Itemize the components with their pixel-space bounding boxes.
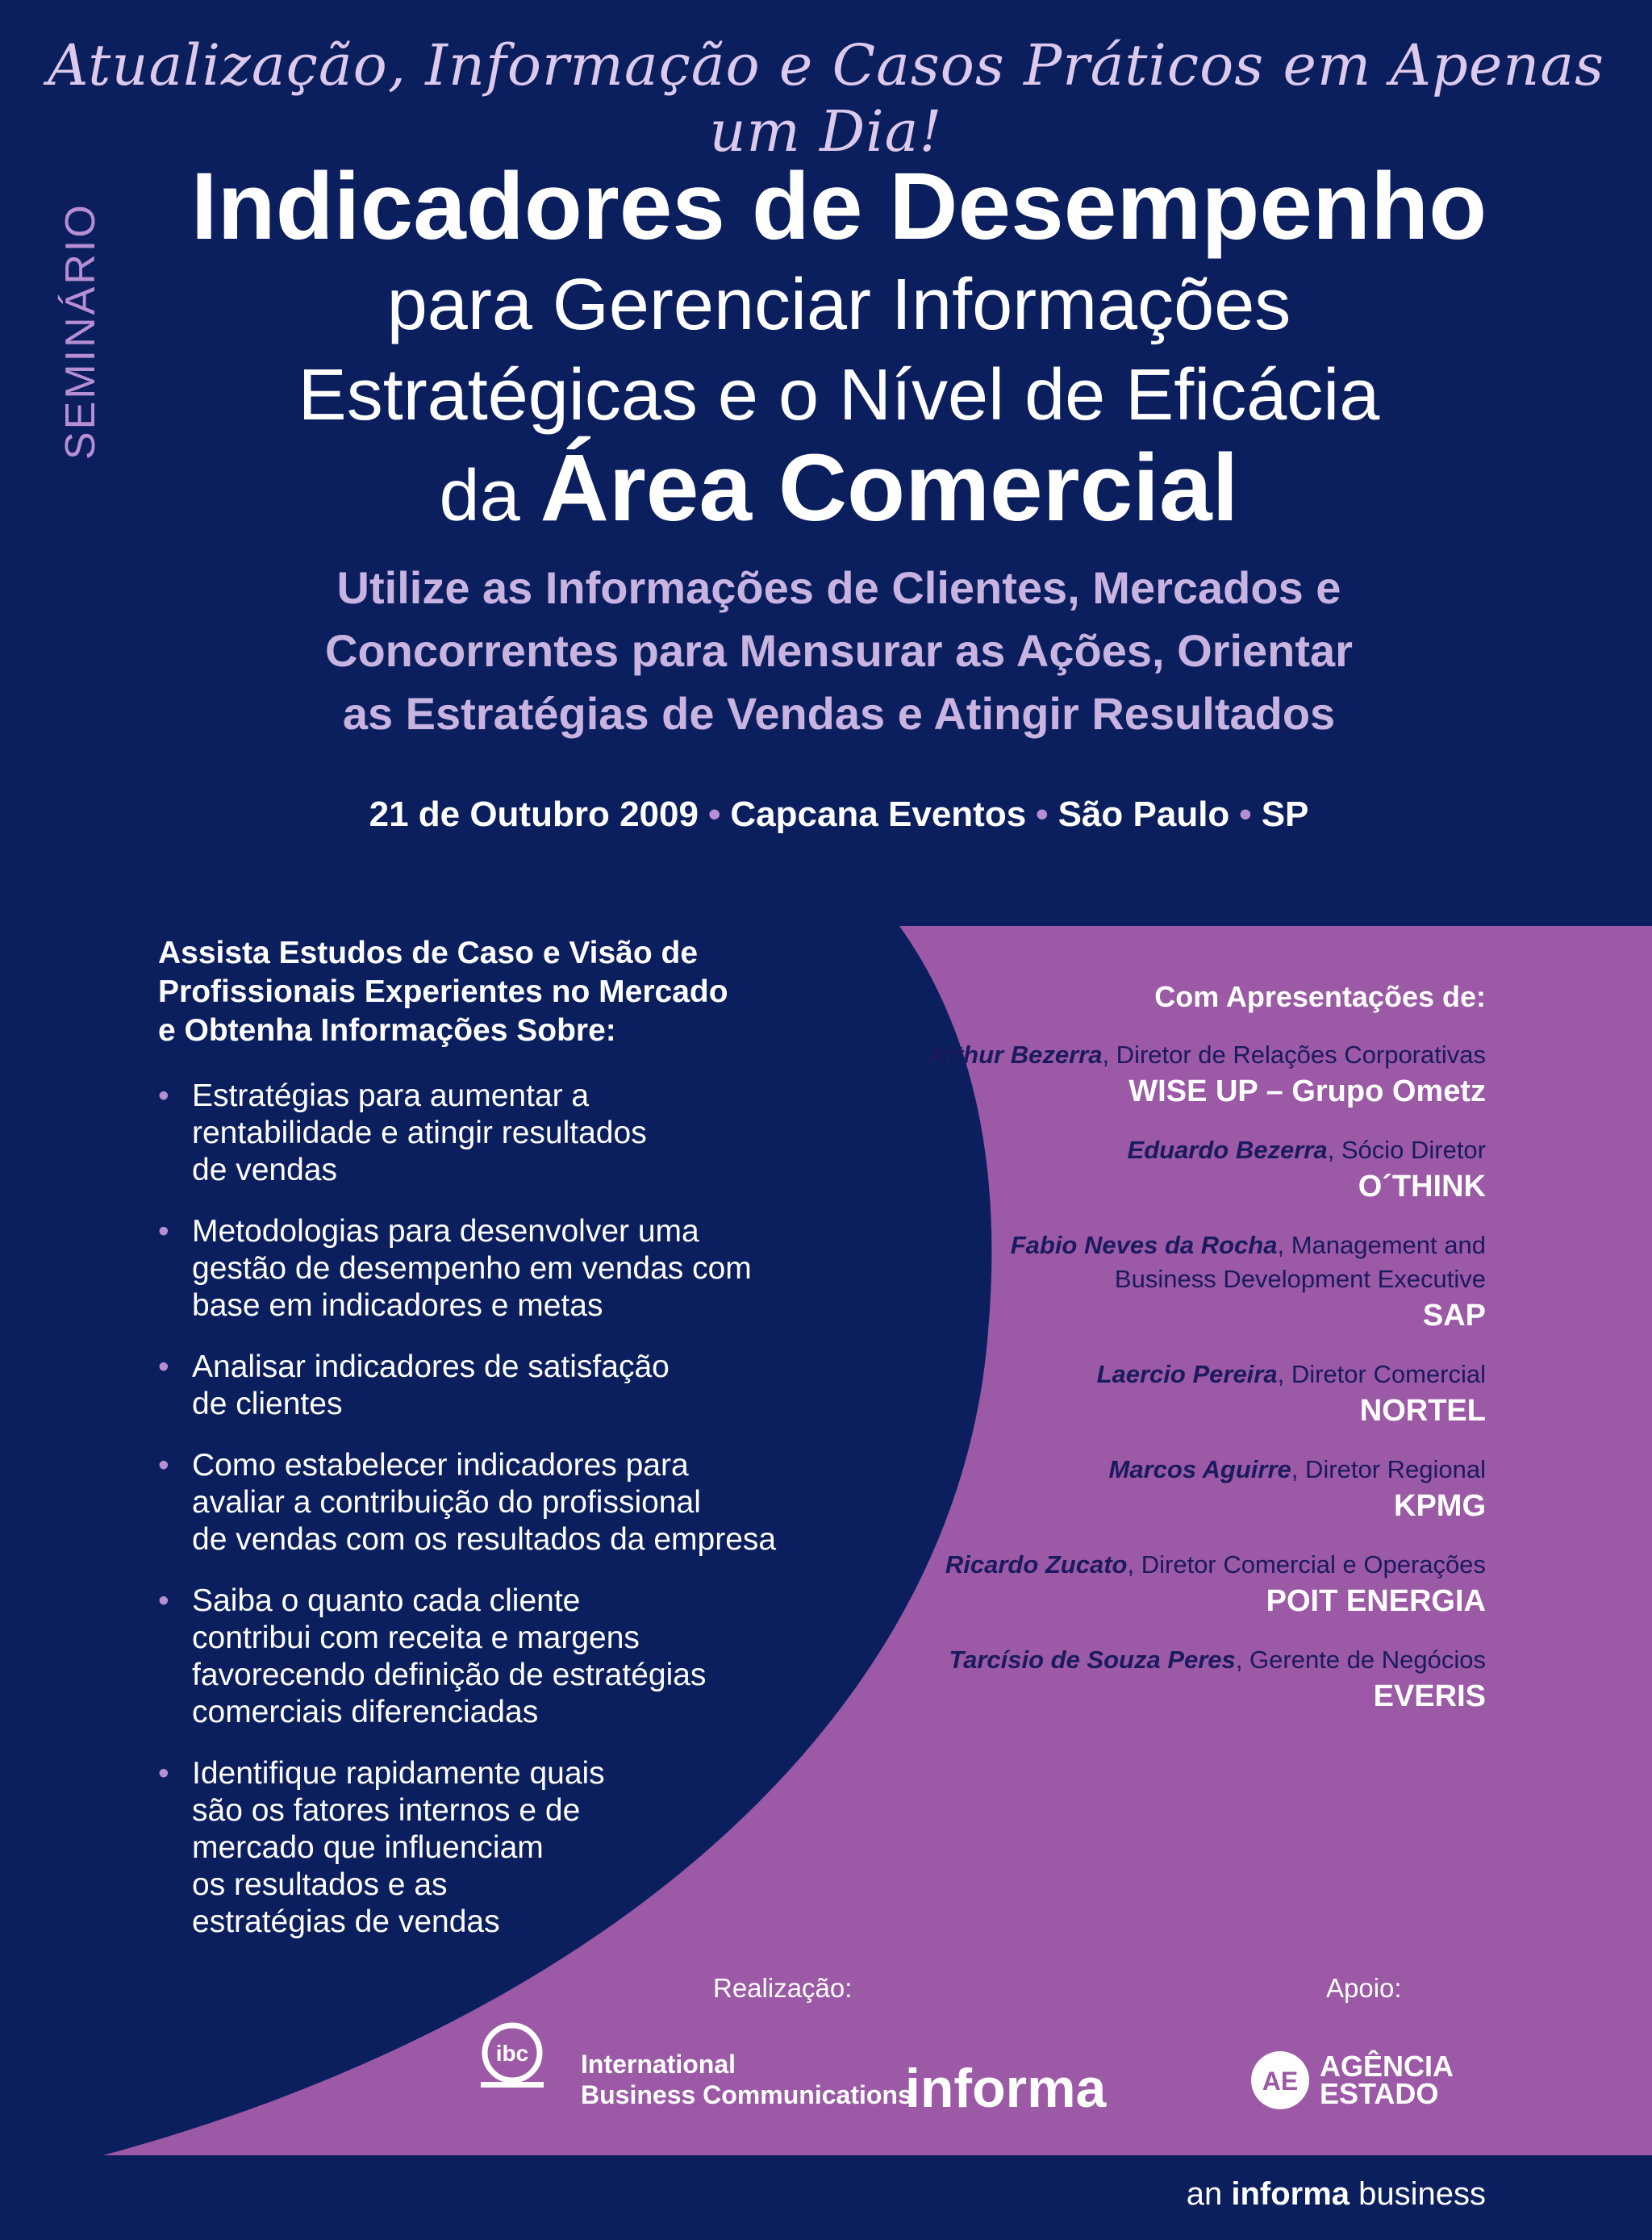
speaker-name: Laercio Pereira — [1096, 1360, 1278, 1388]
speakers-panel — [792, 980, 1486, 1738]
event-city: São Paulo — [1058, 795, 1230, 834]
speaker-company: EVERIS — [1373, 1679, 1486, 1713]
title-line-4 — [113, 435, 1565, 544]
ibc-logo-text — [581, 2049, 912, 2110]
speaker-role: , Diretor Comercial — [1277, 1360, 1486, 1388]
title-line-2: para Gerenciar Informações — [386, 265, 1291, 345]
speaker-entry — [792, 1133, 1486, 1206]
topic-line: contribui com receita e margens — [192, 1621, 640, 1655]
topic-item — [158, 1755, 900, 1941]
intro-line-3: e Obtenha Informações Sobre: — [158, 1013, 616, 1048]
topic-line: favorecendo definição de estratégias — [192, 1658, 707, 1692]
topic-line: Analisar indicadores de satisfação — [192, 1349, 670, 1384]
title-line-4-prefix: da — [439, 456, 520, 536]
speaker-name: Arthur Bezerra — [927, 1041, 1103, 1069]
topic-line: de vendas com os resultados da empresa — [192, 1522, 777, 1557]
topic-line: avaliar a contribuição do profissional — [192, 1485, 701, 1520]
footer-pre: an — [1186, 2176, 1232, 2212]
topic-line: base em indicadores e metas — [192, 1288, 603, 1323]
event-date: 21 de Outubro 2009 — [369, 795, 699, 834]
topic-line: Saiba o quanto cada cliente — [192, 1583, 581, 1618]
speaker-name: Eduardo Bezerra — [1127, 1136, 1328, 1164]
ae-logo-mark: AE — [1262, 2067, 1299, 2096]
speaker-info — [792, 1643, 1486, 1677]
topic-line: rentabilidade e atingir resultados — [192, 1116, 647, 1150]
intro-line-2: Profissionais Experientes no Mercado — [158, 974, 728, 1009]
bullet-icon: • — [158, 1078, 169, 1113]
topic-item — [158, 1447, 900, 1558]
bullet-icon: • — [158, 1214, 169, 1249]
topic-line: Estratégias para aumentar a — [192, 1078, 590, 1113]
speaker-role: , Diretor Comercial e Operações — [1127, 1550, 1486, 1579]
topic-line: Identifique rapidamente quais — [192, 1756, 605, 1791]
topic-item — [158, 1583, 900, 1731]
speaker-entry — [792, 1643, 1486, 1716]
agencia-estado-logo-text — [1320, 2050, 1454, 2110]
topics-list — [158, 1078, 900, 1965]
bullet-icon: • — [158, 1448, 169, 1483]
ibc-logo-icon — [476, 2021, 549, 2093]
topic-line: são os fatores internos e de — [192, 1793, 581, 1828]
title-line-4-emphasis: Área Comercial — [540, 435, 1239, 541]
speaker-role: , Diretor Regional — [1291, 1455, 1486, 1483]
apoio-label: Apoio: — [1326, 1973, 1402, 2003]
speaker-entry — [792, 1453, 1486, 1525]
subtitle-line-2: Concorrentes para Mensurar as Ações, Orientar — [325, 625, 1353, 676]
realizacao-label: Realização: — [713, 1973, 853, 2003]
tagline: Atualização, Informação e Casos Práticos em Apenas um Dia! — [47, 32, 1605, 165]
speaker-info — [792, 1133, 1486, 1167]
intro-line-1: Assista Estudos de Caso e Visão de — [158, 936, 699, 970]
footer-post: business — [1350, 2176, 1486, 2212]
ibc-logo-mark: ibc — [495, 2041, 529, 2066]
speaker-company: WISE UP – Grupo Ometz — [1128, 1074, 1486, 1108]
bullet-icon: • — [158, 1583, 169, 1618]
speaker-info — [792, 1038, 1486, 1072]
title-line-3: Estratégicas e o Nível de Eficácia — [298, 355, 1380, 436]
speaker-name: Fabio Neves da Rocha — [1010, 1231, 1278, 1259]
event-state: SP — [1261, 795, 1309, 834]
topic-line: estratégias de vendas — [192, 1904, 500, 1939]
speaker-company: SAP — [1422, 1299, 1486, 1333]
speaker-company: POIT ENERGIA — [1266, 1584, 1486, 1618]
speaker-info — [792, 1548, 1486, 1582]
speaker-name: Tarcísio de Souza Peres — [949, 1646, 1236, 1674]
speaker-company: KPMG — [1394, 1489, 1486, 1523]
topic-line: mercado que influenciam — [192, 1830, 544, 1865]
topic-line: Metodologias para desenvolver uma — [192, 1214, 699, 1249]
main-title — [113, 153, 1565, 544]
bullet-icon: • — [158, 1756, 169, 1791]
event-info — [113, 795, 1565, 835]
speaker-company: NORTEL — [1359, 1394, 1486, 1428]
speaker-entry — [792, 1548, 1486, 1621]
speaker-role: , Management and — [1277, 1231, 1486, 1259]
intro-heading — [158, 934, 868, 1050]
separator-dot: • — [707, 795, 721, 834]
topic-item — [158, 1213, 900, 1324]
event-venue: Capcana Eventos — [730, 795, 1027, 834]
speaker-role: , Gerente de Negócios — [1235, 1646, 1486, 1674]
speaker-name: Ricardo Zucato — [945, 1550, 1128, 1579]
subtitle — [113, 557, 1565, 745]
ae-line-1: AGÊNCIA — [1320, 2050, 1454, 2083]
speaker-entry — [792, 1228, 1486, 1335]
subtitle-line-1: Utilize as Informações de Clientes, Mercados e — [336, 562, 1341, 613]
speaker-info — [792, 1358, 1486, 1391]
topic-item — [158, 1078, 900, 1189]
speaker-role: , Sócio Diretor — [1327, 1136, 1486, 1164]
bullet-icon: • — [158, 1349, 169, 1384]
ibc-line-2: Business Communications — [581, 2080, 912, 2109]
ibc-line-1: International — [581, 2050, 736, 2079]
topic-line: de clientes — [192, 1387, 343, 1421]
speaker-name: Marcos Aguirre — [1108, 1455, 1291, 1483]
topic-line: Como estabelecer indicadores para — [192, 1448, 689, 1483]
speaker-info — [792, 1453, 1486, 1487]
informa-logo: informa — [905, 2058, 1107, 2119]
speaker-entry — [792, 1038, 1486, 1111]
ae-line-2: ESTADO — [1320, 2077, 1439, 2110]
topic-line: gestão de desempenho em vendas com — [192, 1251, 752, 1286]
separator-dot: • — [1239, 795, 1252, 834]
topic-line: os resultados e as — [192, 1867, 448, 1902]
agencia-estado-logo-icon — [1249, 2049, 1312, 2112]
footer-informa-business — [0, 2176, 1486, 2213]
topic-line: comerciais diferenciadas — [192, 1695, 539, 1729]
topic-line: de vendas — [192, 1153, 337, 1187]
speaker-role-continued: Business Development Executive — [1114, 1265, 1486, 1293]
seminar-side-label: SEMINÁRIO — [57, 202, 104, 460]
speaker-role: , Diretor de Relações Corporativas — [1102, 1041, 1486, 1069]
subtitle-line-3: as Estratégias de Vendas e Atingir Resultados — [342, 688, 1336, 739]
separator-dot: • — [1036, 795, 1049, 834]
title-line-1: Indicadores de Desempenho — [190, 153, 1487, 260]
speakers-heading: Com Apresentações de: — [1154, 980, 1486, 1013]
topic-item — [158, 1349, 900, 1423]
speaker-company: O´THINK — [1358, 1170, 1486, 1203]
speaker-entry — [792, 1358, 1486, 1430]
speaker-info — [792, 1228, 1486, 1262]
footer-brand: informa — [1231, 2176, 1350, 2212]
